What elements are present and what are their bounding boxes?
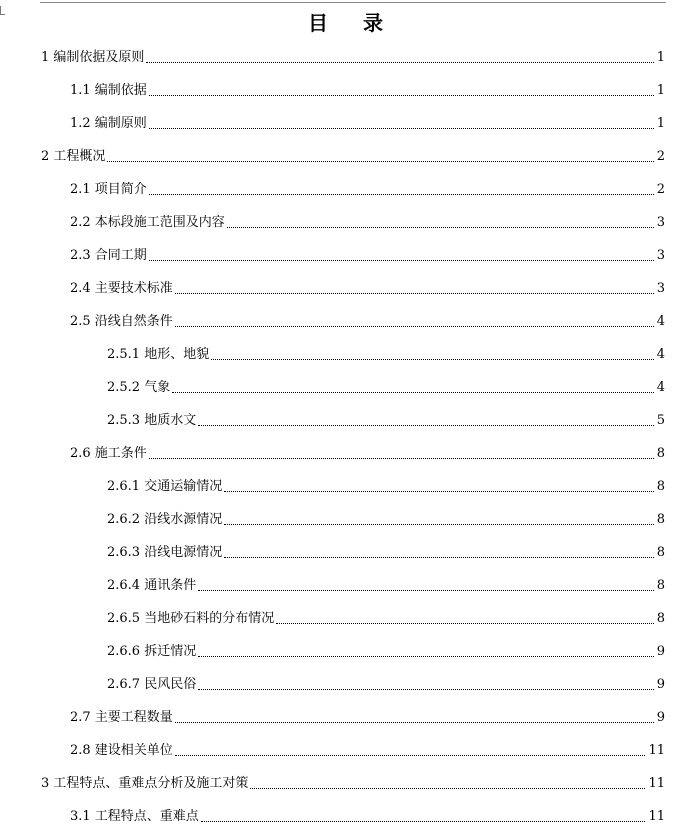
toc-dot-leader bbox=[149, 260, 654, 261]
toc-dot-leader bbox=[250, 788, 645, 789]
toc-entry[interactable] bbox=[107, 376, 665, 396]
toc-page-number: 9 bbox=[656, 644, 665, 659]
toc-entry-label: 2.8 建设相关单位 bbox=[70, 743, 173, 758]
toc-dot-leader bbox=[198, 656, 654, 657]
toc-entry-label: 1 编制依据及原则 bbox=[41, 50, 145, 65]
toc-page-number: 2 bbox=[656, 149, 665, 164]
toc-entry-label: 2.6.6 拆迁情况 bbox=[107, 644, 197, 659]
toc-page-number: 4 bbox=[656, 347, 665, 362]
toc-entry[interactable] bbox=[70, 706, 665, 726]
toc-dot-leader bbox=[224, 557, 654, 558]
toc-entry-label: 2.5.1 地形、地貌 bbox=[107, 347, 210, 362]
toc-entry-label: 2.7 主要工程数量 bbox=[70, 710, 173, 725]
header-rule bbox=[40, 2, 666, 3]
toc-entry[interactable] bbox=[41, 145, 665, 165]
toc-entry-label: 2.6.2 沿线水源情况 bbox=[107, 512, 223, 527]
toc-entry[interactable] bbox=[70, 79, 665, 99]
toc-entry-label: 2.5 沿线自然条件 bbox=[70, 314, 173, 329]
toc-dot-leader bbox=[276, 623, 654, 624]
toc-dot-leader bbox=[201, 821, 646, 822]
toc-entry-label: 2.1 项目简介 bbox=[70, 182, 147, 197]
toc-entry[interactable] bbox=[70, 244, 665, 264]
toc-entry[interactable] bbox=[70, 739, 665, 759]
toc-page-number: 1 bbox=[656, 116, 665, 131]
toc-entry[interactable] bbox=[107, 673, 665, 693]
toc-dot-leader bbox=[224, 491, 654, 492]
toc-entry[interactable] bbox=[41, 772, 665, 792]
toc-page-number: 8 bbox=[656, 479, 665, 494]
toc-page-number: 11 bbox=[648, 743, 665, 758]
toc-dot-leader bbox=[149, 95, 654, 96]
toc-entry-label: 2.5.3 地质水文 bbox=[107, 413, 197, 428]
toc-page-number: 3 bbox=[656, 281, 665, 296]
toc-entry-label: 2.6 施工条件 bbox=[70, 446, 147, 461]
toc-entry[interactable] bbox=[41, 46, 665, 66]
toc-dot-leader bbox=[175, 293, 654, 294]
toc-page-number: 4 bbox=[656, 314, 665, 329]
toc-entry[interactable] bbox=[70, 112, 665, 132]
toc-dot-leader bbox=[149, 458, 654, 459]
toc-entry[interactable] bbox=[107, 607, 665, 627]
toc-page-number: 1 bbox=[656, 83, 665, 98]
toc-entry[interactable] bbox=[70, 310, 665, 330]
toc-page-number: 5 bbox=[656, 413, 665, 428]
toc-entry[interactable] bbox=[70, 442, 665, 462]
toc-entry[interactable] bbox=[70, 211, 665, 231]
toc-entry-label: 2.3 合同工期 bbox=[70, 248, 147, 263]
toc-page-number: 11 bbox=[648, 809, 665, 824]
toc-dot-leader bbox=[175, 755, 646, 756]
toc-page-number: 2 bbox=[656, 182, 665, 197]
toc-page-number: 8 bbox=[656, 578, 665, 593]
toc-entry-label: 2.4 主要技术标准 bbox=[70, 281, 173, 296]
toc-dot-leader bbox=[149, 128, 654, 129]
toc-dot-leader bbox=[175, 326, 654, 327]
toc-entry[interactable] bbox=[70, 805, 665, 825]
toc-entry[interactable] bbox=[107, 343, 665, 363]
toc-dot-leader bbox=[172, 392, 654, 393]
toc-entry[interactable] bbox=[107, 541, 665, 561]
toc-entry[interactable] bbox=[107, 409, 665, 429]
toc-dot-leader bbox=[175, 722, 654, 723]
toc-entry-label: 2.6.5 当地砂石料的分布情况 bbox=[107, 611, 275, 626]
toc-dot-leader bbox=[198, 590, 654, 591]
toc-dot-leader bbox=[149, 194, 654, 195]
toc-page-number: 8 bbox=[656, 545, 665, 560]
toc-page-number: 8 bbox=[656, 446, 665, 461]
toc-page-number: 9 bbox=[656, 710, 665, 725]
toc-page-number: 8 bbox=[656, 512, 665, 527]
toc-dot-leader bbox=[211, 359, 654, 360]
toc-entry[interactable] bbox=[107, 574, 665, 594]
toc-dot-leader bbox=[107, 161, 653, 162]
toc-entry-label: 2.6.7 民风民俗 bbox=[107, 677, 197, 692]
toc-entry[interactable] bbox=[107, 640, 665, 660]
toc-page-number: 11 bbox=[648, 776, 665, 791]
toc-page-number: 8 bbox=[656, 611, 665, 626]
toc-entry-label: 3 工程特点、重难点分析及施工对策 bbox=[41, 776, 249, 791]
toc-dot-leader bbox=[198, 689, 654, 690]
toc-dot-leader bbox=[227, 227, 654, 228]
toc-entry-label: 2.2 本标段施工范围及内容 bbox=[70, 215, 225, 230]
toc-entry[interactable] bbox=[70, 178, 665, 198]
toc-page-number: 3 bbox=[656, 248, 665, 263]
toc-entry-label: 2.6.4 通讯条件 bbox=[107, 578, 197, 593]
toc-dot-leader bbox=[146, 62, 653, 63]
toc-page-number: 1 bbox=[656, 50, 665, 65]
toc-entry[interactable] bbox=[70, 277, 665, 297]
page-title: 目 录 bbox=[308, 11, 397, 35]
toc-page-number: 4 bbox=[656, 380, 665, 395]
toc-page-number: 3 bbox=[656, 215, 665, 230]
toc-dot-leader bbox=[224, 524, 654, 525]
toc-entry-label: 1.1 编制依据 bbox=[70, 83, 147, 98]
toc-entry-label: 2.5.2 气象 bbox=[107, 380, 171, 395]
toc-page-number: 9 bbox=[656, 677, 665, 692]
toc-entry-label: 2.6.3 沿线电源情况 bbox=[107, 545, 223, 560]
toc-entry-label: 1.2 编制原则 bbox=[70, 116, 147, 131]
toc-dot-leader bbox=[198, 425, 654, 426]
toc-entry-label: 3.1 工程特点、重难点 bbox=[70, 809, 199, 824]
toc-entry-label: 2.6.1 交通运输情况 bbox=[107, 479, 223, 494]
toc-entry[interactable] bbox=[107, 475, 665, 495]
toc-entry[interactable] bbox=[107, 508, 665, 528]
toc-entry-label: 2 工程概况 bbox=[41, 149, 106, 164]
